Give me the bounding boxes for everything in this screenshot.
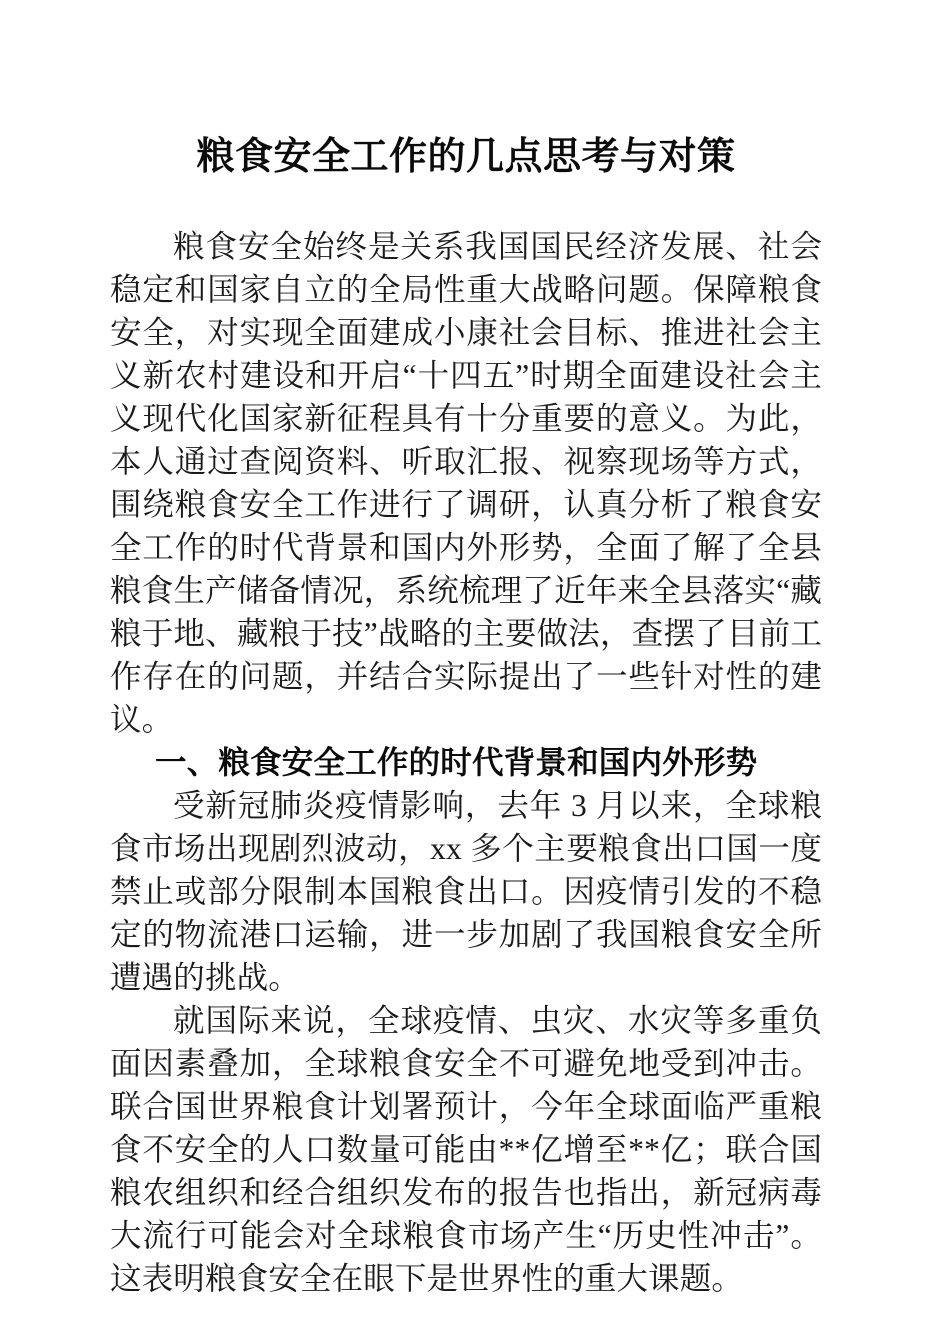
- page-title: 粮食安全工作的几点思考与对策: [196, 136, 736, 178]
- paragraph-section1-1: 受新冠肺炎疫情影响，去年 3 月以来，全球粮食市场出现剧烈波动，xx 多个主要粮食出口国一度禁止或部分限制本国粮食出口。因疫情引发的不稳定的物流港口运输，进一步加剧了我国粮食安全所遭遇的挑战。: [110, 788, 822, 995]
- paragraph-intro: 粮食安全始终是关系我国国民经济发展、社会稳定和国家自立的全局性重大战略问题。保障粮食安全，对实现全面建成小康社会目标、推进社会主义新农村建设和开启“十四五”时期全面建设社会主义现代化国家新征程具有十分重要的意义。为此，本人通过查阅资料、听取汇报、视察现场等方式，围绕粮食安全工作进行了调研，认真分析了粮食安全工作的时代背景和国内外形势，全面了解了全县粮食生产储备情况，系统梳理了近年来全县落实“藏粮于地、藏粮于技”战略的主要做法，查摆了目前工作存在的问题，并结合实际提出了一些针对性的建议。: [110, 229, 822, 737]
- section-heading-1: 一、粮食安全工作的时代背景和国内外形势: [155, 744, 758, 780]
- document-content: [110, 0, 822, 1300]
- paragraph-section1-2: 就国际来说，全球疫情、虫灾、水灾等多重负面因素叠加，全球粮食安全不可避免地受到冲击。联合国世界粮食计划署预计，今年全球面临严重粮食不安全的人口数量可能由**亿增至**亿；联合国粮农组织和经合组织发布的报告也指出，新冠病毒大流行可能会对全球粮食市场产生“历史性冲击”。这表明粮食安全在眼下是世界性的重大课题。: [110, 1003, 822, 1296]
